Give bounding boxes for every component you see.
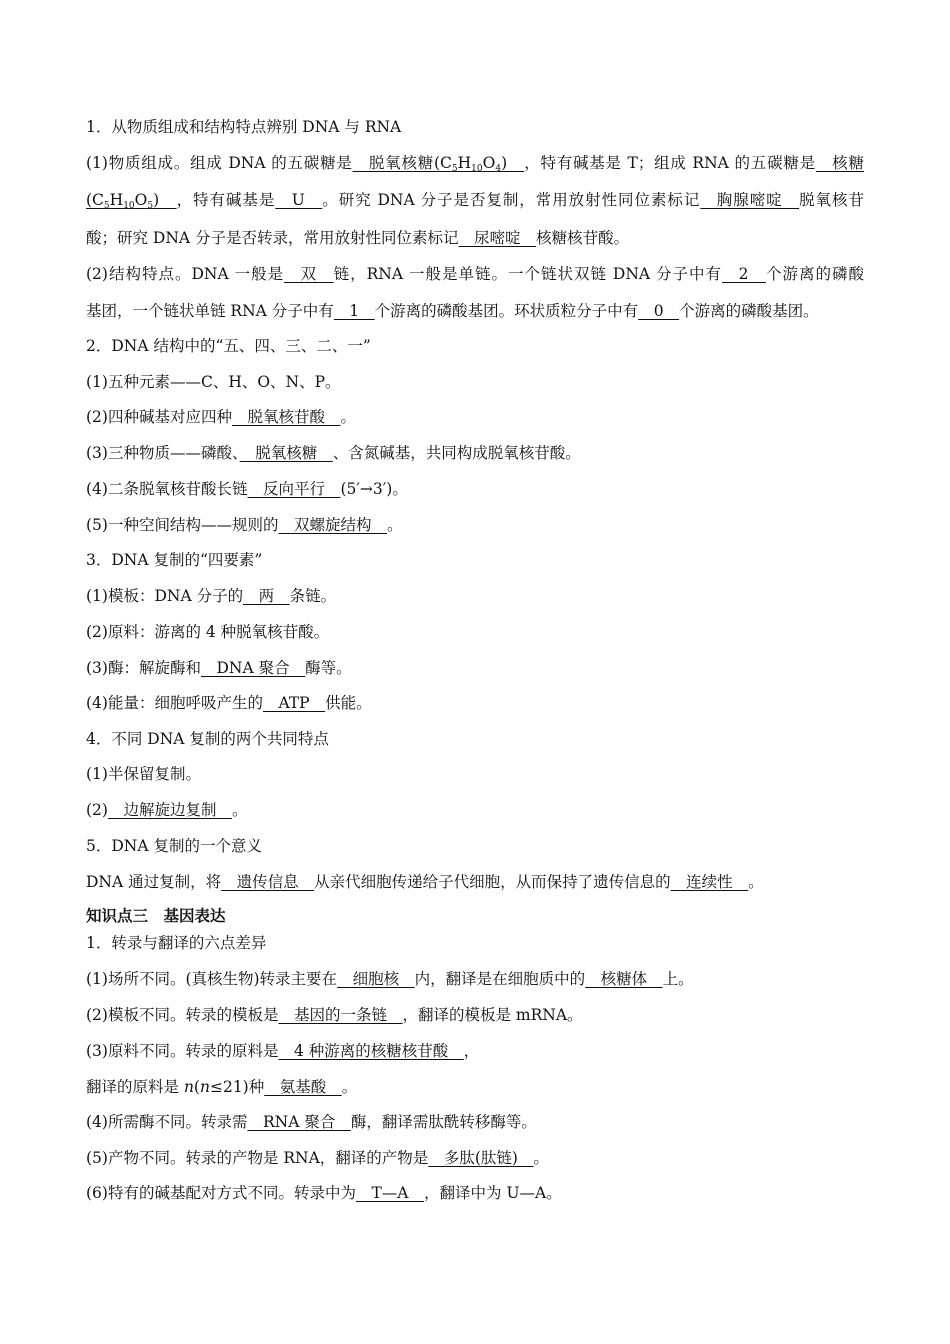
text: (4)二条脱氧核苷酸长链 bbox=[86, 480, 248, 498]
text: 。 bbox=[340, 408, 356, 426]
s5-line-1 bbox=[86, 870, 864, 894]
answer-blank: 反向平行 bbox=[247, 480, 341, 498]
s2-line-4 bbox=[86, 477, 864, 501]
answer-blank: 2 bbox=[722, 265, 766, 283]
s2-line-2 bbox=[86, 405, 864, 429]
section-3-title bbox=[86, 548, 864, 572]
answer-blank: 4 种游离的核糖核苷酸 bbox=[278, 1042, 464, 1060]
text: (1)五种元素——C、H、O、N、P。 bbox=[86, 373, 341, 391]
answer-blank: 多肽(肽链) bbox=[428, 1149, 534, 1167]
text: 。 bbox=[341, 1078, 358, 1096]
s3-line-2 bbox=[86, 620, 864, 644]
answer-blank: 两 bbox=[243, 587, 290, 605]
answer-blank: 双 bbox=[284, 265, 334, 283]
answer-blank: 连续性 bbox=[670, 873, 749, 891]
s2-line-1 bbox=[86, 370, 864, 394]
answer-blank: 1 bbox=[333, 302, 375, 320]
s1-p2-line-2 bbox=[86, 299, 864, 323]
answer-blank: 0 bbox=[638, 302, 680, 320]
answer-blank bbox=[86, 191, 177, 209]
answer-blank: 双螺旋结构 bbox=[278, 516, 387, 534]
section-4-title bbox=[86, 727, 864, 751]
s4-line-2 bbox=[86, 798, 864, 822]
answer-blank: 胸腺嘧啶 bbox=[700, 191, 800, 209]
text: ，翻译中为 U—A。 bbox=[424, 1184, 562, 1202]
text: 、含氮碱基，共同构成脱氧核苷酸。 bbox=[332, 444, 581, 462]
variable-n: n bbox=[199, 1078, 210, 1096]
text: 翻译的原料是 bbox=[86, 1078, 184, 1096]
text: 基团，一个链状单链 RNA 分子中有 bbox=[86, 302, 334, 320]
text: ，翻译的模板是 mRNA。 bbox=[402, 1006, 583, 1024]
text: (3)酶：解旋酶和 bbox=[86, 659, 201, 677]
s3-line-3 bbox=[86, 656, 864, 680]
text: 知识点三 基因表达 bbox=[86, 907, 226, 925]
text: ) bbox=[501, 154, 525, 172]
s1-p1-line-3 bbox=[86, 226, 864, 250]
text: 个游离的磷酸基团。 bbox=[679, 302, 819, 320]
s1-p1-line-1 bbox=[86, 151, 864, 175]
subscript: 10 bbox=[123, 201, 135, 211]
text: ， bbox=[463, 1042, 480, 1060]
text: O bbox=[134, 191, 148, 209]
answer-blank: DNA 聚合 bbox=[200, 659, 306, 677]
text: 酸；研究 DNA 分子是否转录，常用放射性同位素标记 bbox=[86, 229, 459, 247]
text: (2)模板不同。转录的模板是 bbox=[86, 1006, 279, 1024]
k3-line-5 bbox=[86, 1110, 864, 1134]
text: 脱氧核苷 bbox=[799, 191, 864, 209]
answer-blank: T—A bbox=[355, 1184, 425, 1202]
subscript: 5 bbox=[103, 201, 110, 211]
text: 1．转录与翻译的六点差异 bbox=[86, 934, 267, 952]
subscript: 4 bbox=[495, 164, 502, 174]
k3-line-2 bbox=[86, 1003, 864, 1027]
answer-blank bbox=[353, 154, 525, 172]
section-5-title bbox=[86, 834, 864, 858]
s1-p2-line-1 bbox=[86, 262, 864, 286]
answer-blank: ATP bbox=[262, 694, 326, 712]
text: H bbox=[109, 191, 124, 209]
text: (2)结构特点。DNA 一般是 bbox=[86, 265, 285, 283]
text: 。研究 DNA 分子是否复制，常用放射性同位素标记 bbox=[322, 191, 701, 209]
text: (6)特有的碱基配对方式不同。转录中为 bbox=[86, 1184, 356, 1202]
k3-line-4 bbox=[86, 1075, 864, 1099]
text: ，特有碱基是 T；组成 RNA 的五碳糖是 bbox=[524, 154, 816, 172]
text: 。 bbox=[386, 516, 403, 534]
knowledge-point-heading bbox=[86, 904, 864, 928]
text: 上。 bbox=[662, 970, 694, 988]
section-2-title bbox=[86, 334, 864, 358]
text: (1)半保留复制。 bbox=[86, 765, 201, 783]
section-1-title bbox=[86, 115, 864, 139]
text: ≤21)种 bbox=[209, 1078, 265, 1096]
text: 5．DNA 复制的一个意义 bbox=[86, 837, 262, 855]
text: 条链。 bbox=[289, 587, 337, 605]
text: (3)原料不同。转录的原料是 bbox=[86, 1042, 279, 1060]
s1-p1-line-2 bbox=[86, 188, 864, 212]
text: (3)三种物质——磷酸、 bbox=[86, 444, 240, 462]
text: 。 bbox=[748, 873, 764, 891]
text: 。 bbox=[231, 801, 248, 819]
text: (4)所需酶不同。转录需 bbox=[86, 1113, 248, 1131]
answer-blank: 尿嘧啶 bbox=[458, 229, 537, 247]
text: 个游离的磷酸 bbox=[765, 265, 864, 283]
text: (1)物质组成。组成 DNA 的五碳糖是 bbox=[86, 154, 353, 172]
text: 个游离的磷酸基团。环状质粒分子中有 bbox=[374, 302, 639, 320]
answer-blank: 细胞核 bbox=[337, 970, 415, 988]
text: (2)四种碱基对应四种 bbox=[86, 408, 232, 426]
text: 脱氧核糖(C bbox=[352, 154, 452, 172]
text: (4)能量：细胞呼吸产生的 bbox=[86, 694, 263, 712]
k3-title bbox=[86, 931, 864, 955]
text: DNA 通过复制，将 bbox=[86, 873, 222, 891]
s3-line-1 bbox=[86, 584, 864, 608]
s2-line-5 bbox=[86, 513, 864, 537]
text: (1)场所不同。(真核生物)转录主要在 bbox=[86, 970, 338, 988]
section-1-title-text: 1．从物质组成和结构特点辨别 DNA 与 RNA bbox=[86, 118, 402, 136]
subscript: 5 bbox=[451, 164, 458, 174]
text: 核糖核苷酸。 bbox=[536, 229, 630, 247]
text: (2)原料：游离的 4 种脱氧核苷酸。 bbox=[86, 623, 330, 641]
text: (5)一种空间结构——规则的 bbox=[86, 516, 279, 534]
answer-blank: 基因的一条链 bbox=[278, 1006, 403, 1024]
s2-line-3 bbox=[86, 441, 864, 465]
text: O bbox=[482, 154, 496, 172]
subscript: 5 bbox=[147, 201, 154, 211]
k3-line-7 bbox=[86, 1181, 864, 1205]
variable-n: n bbox=[183, 1078, 194, 1096]
answer-blank: RNA 聚合 bbox=[247, 1113, 351, 1131]
k3-line-6 bbox=[86, 1146, 864, 1170]
text: 酶，翻译需肽酰转移酶等。 bbox=[350, 1113, 537, 1131]
text: ，特有碱基是 bbox=[176, 191, 276, 209]
text: H bbox=[457, 154, 472, 172]
s4-line-1 bbox=[86, 762, 864, 786]
text: 酶等。 bbox=[305, 659, 352, 677]
text: 内，翻译是在细胞质中的 bbox=[414, 970, 586, 988]
answer-blank: 核糖体 bbox=[585, 970, 663, 988]
text: 3．DNA 复制的“四要素” bbox=[86, 551, 263, 569]
text: 。 bbox=[533, 1149, 549, 1167]
s3-line-4 bbox=[86, 691, 864, 715]
answer-blank: 脱氧核糖 bbox=[239, 444, 333, 462]
text: (5′→3′)。 bbox=[340, 480, 408, 498]
answer-blank: 氨基酸 bbox=[264, 1078, 342, 1096]
answer-blank: U bbox=[275, 191, 323, 209]
text: 从亲代细胞传递给子代细胞，从而保持了遗传信息的 bbox=[314, 873, 671, 891]
subscript: 10 bbox=[471, 164, 483, 174]
answer-blank: 核糖 bbox=[815, 154, 864, 172]
text: 供能。 bbox=[325, 694, 372, 712]
text: 4．不同 DNA 复制的两个共同特点 bbox=[86, 730, 329, 748]
text: (C bbox=[86, 191, 104, 209]
text: ( bbox=[193, 1078, 200, 1096]
answer-blank: 脱氧核苷酸 bbox=[231, 408, 341, 426]
k3-line-3 bbox=[86, 1039, 864, 1063]
text: (2) bbox=[86, 801, 108, 819]
text: ) bbox=[153, 191, 177, 209]
answer-blank: 边解旋边复制 bbox=[107, 801, 232, 819]
text: 2．DNA 结构中的“五、四、三、二、一” bbox=[86, 337, 371, 355]
text: (5)产物不同。转录的产物是 RNA，翻译的产物是 bbox=[86, 1149, 429, 1167]
answer-blank: 遗传信息 bbox=[221, 873, 315, 891]
k3-line-1 bbox=[86, 967, 864, 991]
text: (1)模板：DNA 分子的 bbox=[86, 587, 244, 605]
text: 链，RNA 一般是单链。一个链状双链 DNA 分子中有 bbox=[333, 265, 723, 283]
